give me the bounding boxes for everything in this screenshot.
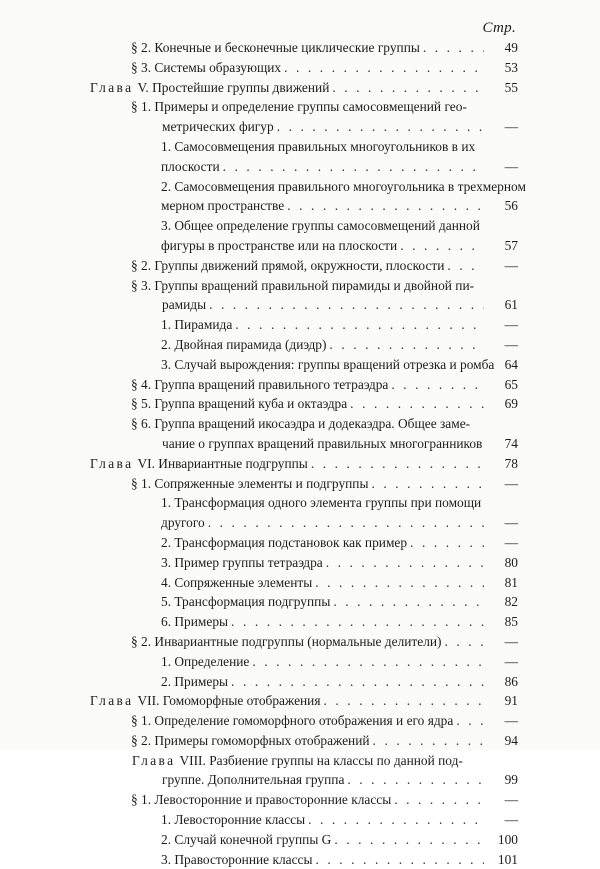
toc-page-number: 99 xyxy=(504,772,518,788)
toc-line xyxy=(0,612,600,632)
toc-line xyxy=(0,691,600,711)
toc-line xyxy=(0,58,600,78)
toc-entry-text: § 2. Конечные и бесконечные циклические группы xyxy=(131,40,420,55)
toc-entry-text: метрических фигур xyxy=(162,119,274,135)
toc-line xyxy=(0,711,600,731)
toc-line xyxy=(0,117,600,137)
toc-entry-text: § 2. Группы движений прямой, окружности, плоскости xyxy=(131,257,445,273)
toc-entry-text: плоскости xyxy=(161,158,220,174)
toc-line xyxy=(0,731,600,751)
dot-leader xyxy=(223,157,484,177)
toc-entry-text: 5. Трансформация подгруппы xyxy=(161,594,331,610)
toc-page-number: — xyxy=(504,713,518,729)
toc-entry-text: § 1. Примеры и определение группы самосовмещений гео- xyxy=(131,99,467,115)
toc-page-number: — xyxy=(504,515,518,531)
toc-entry-text: 2. Случай конечной группы G xyxy=(161,831,332,847)
toc-entry-text: VIII. Разбиение группы на классы по данной под- xyxy=(179,752,463,768)
toc-line xyxy=(0,672,600,692)
toc-entry-text: фигуры в пространстве или на плоскости xyxy=(161,237,398,253)
toc-page-number: — xyxy=(504,792,518,808)
dot-leader xyxy=(400,236,484,256)
toc-page-number: 94 xyxy=(504,732,518,748)
toc-line xyxy=(0,97,600,117)
toc-page-number: 64 xyxy=(504,356,518,372)
toc-page-number: 91 xyxy=(504,693,518,709)
dot-leader xyxy=(287,196,484,216)
dot-leader xyxy=(394,790,484,810)
toc-page-number: 80 xyxy=(504,554,518,570)
toc-page-number: 55 xyxy=(504,79,518,95)
toc-line xyxy=(0,177,600,197)
toc-page-number: 74 xyxy=(504,435,518,451)
toc-entry-text: 3. Случай вырождения: группы вращений отрезка и ромба xyxy=(161,356,495,372)
toc-page-number: 61 xyxy=(504,297,518,313)
dot-leader xyxy=(332,78,484,98)
toc-line xyxy=(0,493,600,513)
toc-line xyxy=(0,236,600,256)
toc-line xyxy=(0,632,600,652)
toc-line xyxy=(0,216,600,236)
dot-leader xyxy=(284,58,484,78)
dot-leader xyxy=(410,533,484,553)
dot-leader xyxy=(231,612,484,632)
toc-page-number: 53 xyxy=(504,59,518,75)
toc-entry-text: § 3. Группы вращений правильной пирамиды и двойной пи- xyxy=(131,277,475,293)
toc-line xyxy=(0,573,600,593)
toc-entry-text: VI. Инвариантные подгруппы xyxy=(137,455,308,471)
toc-line xyxy=(0,592,600,612)
dot-leader xyxy=(347,770,484,790)
toc-entry-text: § 2. Примеры гомоморфных отображений xyxy=(131,732,370,748)
dot-leader xyxy=(334,830,484,850)
dot-leader xyxy=(350,394,484,414)
dot-leader xyxy=(277,117,484,137)
toc-entry-text: § 2. Инвариантные подгруппы (нормальные делители) xyxy=(131,633,442,649)
toc-line xyxy=(0,394,600,414)
toc-line xyxy=(0,790,600,810)
toc-line xyxy=(0,751,600,771)
toc-line xyxy=(0,513,600,533)
toc-line xyxy=(0,157,600,177)
dot-leader xyxy=(315,573,484,593)
dot-leader xyxy=(391,375,484,395)
toc-page-number: — xyxy=(504,633,518,649)
toc-entry-text: 1. Левосторонние классы xyxy=(161,812,306,828)
toc-line xyxy=(0,295,600,315)
toc-page-number: — xyxy=(504,812,518,828)
toc-entry-text: § 6. Группа вращений икосаэдра и додекаэдра. Общее заме- xyxy=(131,416,471,432)
dot-leader xyxy=(333,592,484,612)
toc-entry-text: 3. Общее определение группы самосовмещений данной xyxy=(161,218,480,234)
toc-entry-text: § 5. Группа вращений куба и октаэдра xyxy=(131,396,348,412)
toc-page-number: — xyxy=(504,534,518,550)
toc-page-number: — xyxy=(504,317,518,333)
toc-line xyxy=(0,137,600,157)
dot-leader xyxy=(456,711,484,731)
dot-leader xyxy=(315,850,484,869)
dot-leader xyxy=(326,553,484,573)
toc-page-number: 101 xyxy=(497,851,518,867)
toc-entry-text: 3. Пример группы тетраэдра xyxy=(161,554,323,570)
toc-line xyxy=(0,652,600,672)
toc-page-number: 81 xyxy=(504,574,518,590)
dot-leader xyxy=(311,454,484,474)
toc-line xyxy=(0,810,600,830)
toc-page-number: 69 xyxy=(504,396,518,412)
toc-entry-text: другого xyxy=(161,515,205,531)
toc-line xyxy=(0,830,600,850)
chapter-label: Глава xyxy=(90,79,134,95)
toc-line xyxy=(0,315,600,335)
toc-entry-text: чание о группах вращений правильных многогранников xyxy=(162,435,483,451)
toc-line xyxy=(0,850,600,869)
toc-line xyxy=(0,375,600,395)
toc-line xyxy=(0,533,600,553)
toc-page-number: — xyxy=(504,336,518,352)
toc-line xyxy=(0,770,600,790)
toc-page-number: 82 xyxy=(504,594,518,610)
dot-leader xyxy=(252,652,484,672)
toc-entry-text: § 3. Системы образующих xyxy=(131,59,282,75)
toc-entry-text: 2. Примеры xyxy=(161,673,229,689)
toc-page-number: — xyxy=(504,257,518,273)
dot-leader xyxy=(308,810,484,830)
toc-entry-text: группе. Дополнительная группа xyxy=(162,772,345,788)
table-of-contents xyxy=(0,38,600,869)
chapter-label: Глава xyxy=(90,693,134,709)
toc-page-number: 78 xyxy=(504,455,518,471)
chapter-label: Глава xyxy=(90,455,134,471)
dot-leader xyxy=(324,691,484,711)
dot-leader xyxy=(373,731,484,751)
toc-entry-text: 6. Примеры xyxy=(161,614,229,630)
toc-entry-text: 1. Пирамида xyxy=(161,317,233,333)
toc-entry-text: 2. Самосовмещения правильного многоугольника в трехмерном xyxy=(161,178,526,194)
toc-line xyxy=(0,355,600,375)
toc-line xyxy=(0,256,600,276)
chapter-label: Глава xyxy=(132,752,176,768)
toc-entry-text: 2. Двойная пирамида (диэдр) xyxy=(161,336,327,352)
toc-page-number: 86 xyxy=(504,673,518,689)
toc-entry-text: мерном пространстве xyxy=(161,198,285,214)
dot-leader xyxy=(329,335,484,355)
toc-line xyxy=(0,276,600,296)
toc-line xyxy=(0,78,600,98)
toc-page-number: — xyxy=(504,475,518,491)
toc-entry-text: § 1. Левосторонние и правосторонние классы xyxy=(131,792,392,808)
toc-entry-text: § 4. Группа вращений правильного тетраэдра xyxy=(131,376,389,392)
toc-line xyxy=(0,474,600,494)
toc-page-number: 56 xyxy=(504,198,518,214)
toc-entry-text: 1. Самосовмещения правильных многоугольников в их xyxy=(161,138,476,154)
toc-entry-text: § 1. Сопряженные элементы и подгруппы xyxy=(131,475,369,491)
dot-leader xyxy=(208,513,484,533)
dot-leader xyxy=(423,38,484,58)
dot-leader xyxy=(231,672,484,692)
toc-entry-text: VII. Гомоморфные отображения xyxy=(137,693,321,709)
toc-line xyxy=(0,38,600,58)
toc-entry-text: 1. Определение xyxy=(161,653,250,669)
toc-page-number: 57 xyxy=(504,237,518,253)
dot-leader xyxy=(235,315,484,335)
toc-page-number: — xyxy=(504,158,518,174)
toc-page-number: — xyxy=(504,653,518,669)
toc-page-number: — xyxy=(504,119,518,135)
dot-leader xyxy=(371,474,484,494)
dot-leader xyxy=(447,256,484,276)
toc-entry-text: рамиды xyxy=(162,297,207,313)
toc-line xyxy=(0,553,600,573)
toc-entry-text: 1. Трансформация одного элемента группы при помощи xyxy=(161,495,482,511)
toc-page-number: 49 xyxy=(504,40,518,55)
toc-page-number: 85 xyxy=(504,614,518,630)
dot-leader xyxy=(209,295,484,315)
toc-line xyxy=(0,414,600,434)
toc-line xyxy=(0,454,600,474)
toc-line xyxy=(0,434,600,454)
toc-entry-text: 4. Сопряженные элементы xyxy=(161,574,313,590)
toc-entry-text: 3. Правосторонние классы xyxy=(161,851,313,867)
toc-entry-text: § 1. Определение гомоморфного отображения и его ядра xyxy=(131,713,454,729)
dot-leader xyxy=(445,632,484,652)
toc-page-number: 65 xyxy=(504,376,518,392)
toc-line xyxy=(0,335,600,355)
toc-entry-text: V. Простейшие группы движений xyxy=(137,79,330,95)
page-column-header: Стр. xyxy=(482,20,516,36)
toc-entry-text: 2. Трансформация подстановок как пример xyxy=(161,534,408,550)
toc-page-number: 100 xyxy=(497,831,518,847)
toc-line xyxy=(0,196,600,216)
